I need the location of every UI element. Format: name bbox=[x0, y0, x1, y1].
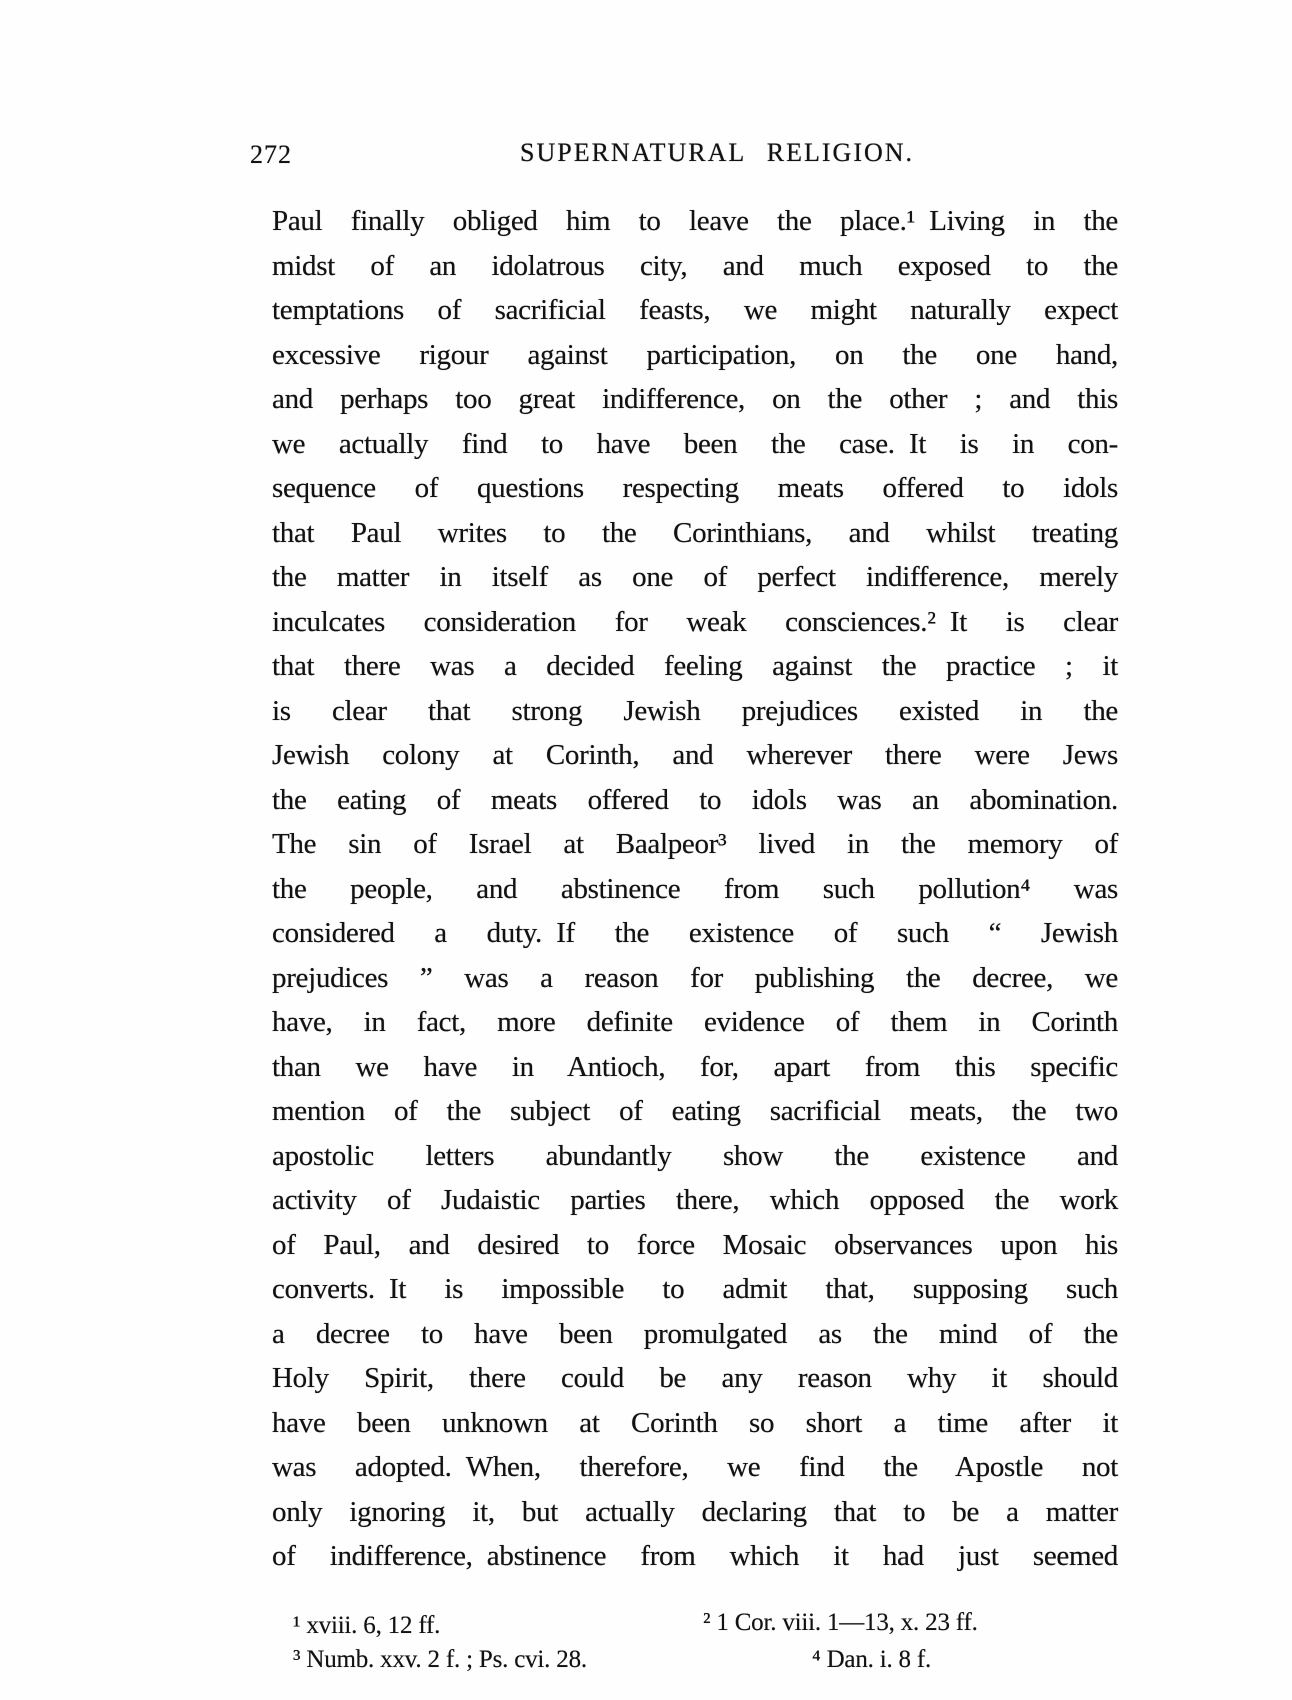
body-text-line: The sin of Israel at Baalpeor³ lived in the memory of bbox=[272, 828, 1118, 860]
running-title: SUPERNATURAL RELIGION. bbox=[520, 138, 915, 167]
body-text-line: excessive rigour against participation, on the one hand, bbox=[272, 338, 1118, 371]
body-text-line: only ignoring it, but actually declaring that to be a matter bbox=[272, 1495, 1118, 1528]
body-text-line: have, in fact, more definite evidence of them in Corinth bbox=[272, 1006, 1118, 1038]
page-number: 272 bbox=[250, 140, 292, 169]
body-text-line: temptations of sacrificial feasts, we might naturally expect bbox=[272, 294, 1118, 326]
body-text-line: converts. It is impossible to admit that, supposing such bbox=[272, 1273, 1118, 1305]
footnote: ³ Numb. xxv. 2 f. ; Ps. cvi. 28. bbox=[293, 1646, 587, 1673]
footnote: ¹ xviii. 6, 12 ff. bbox=[293, 1612, 441, 1639]
footnote: ⁴ Dan. i. 8 f. bbox=[812, 1646, 932, 1673]
body-text-line: than we have in Antioch, for, apart from this specific bbox=[272, 1050, 1118, 1083]
body-text-line: considered a duty. If the existence of such “ Jewish bbox=[272, 917, 1118, 949]
footnote: ² 1 Cor. viii. 1—13, x. 23 ff. bbox=[703, 1609, 978, 1636]
body-text-line: was adopted. When, therefore, we find the Apostle not bbox=[272, 1451, 1118, 1483]
body-text-line: Paul finally obliged him to leave the place.¹ Living in the bbox=[272, 205, 1118, 237]
body-text-line: sequence of questions respecting meats offered to idols bbox=[272, 472, 1118, 504]
body-text-line: and perhaps too great indifference, on the other ; and this bbox=[272, 383, 1118, 415]
body-text-line: that Paul writes to the Corinthians, and whilst treating bbox=[272, 516, 1118, 549]
body-text-line: the people, and abstinence from such pollution⁴ was bbox=[272, 872, 1118, 905]
body-text-line: prejudices ” was a reason for publishing the decree, we bbox=[272, 961, 1118, 994]
body-text-line: the eating of meats offered to idols was an abomination. bbox=[272, 783, 1118, 816]
body-text-line: that there was a decided feeling against the practice ; it bbox=[272, 650, 1118, 682]
body-text-line: we actually find to have been the case. It is in con- bbox=[272, 427, 1118, 460]
body-text bbox=[272, 199, 1118, 1579]
body-text-line: Jewish colony at Corinth, and wherever there were Jews bbox=[272, 739, 1118, 771]
body-text-line: the matter in itself as one of perfect indifference, merely bbox=[272, 561, 1118, 593]
body-text-line: of indifference, abstinence from which it had just seemed bbox=[272, 1540, 1118, 1572]
body-text-line: Holy Spirit, there could be any reason why it should bbox=[272, 1362, 1118, 1394]
body-text-line: apostolic letters abundantly show the existence and bbox=[272, 1139, 1118, 1172]
body-text-line: have been unknown at Corinth so short a time after it bbox=[272, 1406, 1118, 1439]
body-text-line: mention of the subject of eating sacrificial meats, the two bbox=[272, 1095, 1118, 1127]
page-header bbox=[0, 138, 1292, 172]
body-text-line: a decree to have been promulgated as the mind of the bbox=[272, 1317, 1118, 1350]
body-text-line: activity of Judaistic parties there, which opposed the work bbox=[272, 1184, 1118, 1216]
body-text-line: midst of an idolatrous city, and much exposed to the bbox=[272, 249, 1118, 282]
body-text-line: inculcates consideration for weak consciences.² It is clear bbox=[272, 605, 1118, 638]
body-text-line: is clear that strong Jewish prejudices existed in the bbox=[272, 694, 1118, 727]
body-text-line: of Paul, and desired to force Mosaic observances upon his bbox=[272, 1228, 1118, 1261]
